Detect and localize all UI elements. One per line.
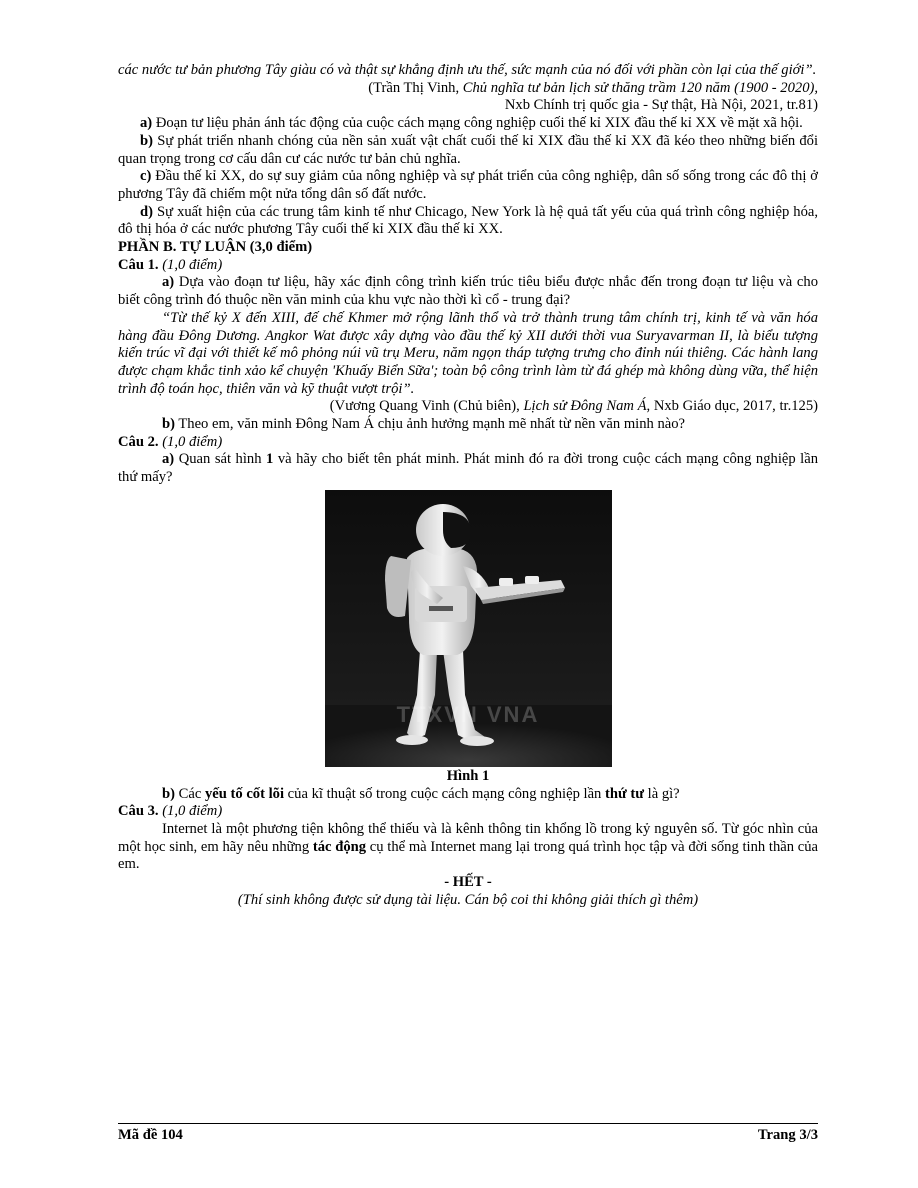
question-1a: a) Dựa vào đoạn tư liệu, hãy xác định công trình kiến trúc tiêu biểu được nhắc đến trong đoạn tư liệu và cho biết công trình đó thuộc nền văn minh của khu vực nào thời kì cổ - trung đại? xyxy=(118,274,818,309)
statement-a: a) Đoạn tư liệu phản ánh tác động của cuộc cách mạng công nghiệp cuối thế kỉ XIX đầu thế kỉ XX về mặt xã hội. xyxy=(140,115,803,132)
question-1-heading: Câu 1. (1,0 điểm) xyxy=(118,256,223,273)
part-b-heading: PHẦN B. TỰ LUẬN (3,0 điểm) xyxy=(118,239,313,256)
question-2-heading: Câu 2. (1,0 điểm) xyxy=(118,433,223,450)
statement-c: c) Đầu thế kỉ XX, do sự suy giảm của nông nghiệp và sự phát triển của công nghiệp, dân số sống trong các đô thị ở phương Tây đã chiếm một nửa tổng dân số đất nước. xyxy=(118,168,818,202)
question-3-text: Internet là một phương tiện không thể thiếu và là kênh thông tin khổng lồ trong kỷ nguyên số. Từ góc nhìn của một học sinh, em hãy nêu những tác động cụ thể mà Internet mang lại trong quá trình học tập và đời sống tinh thần của em. xyxy=(118,820,818,873)
svg-text:TTXVN VNA: TTXVN VNA xyxy=(396,701,539,727)
question-2a: a) Quan sát hình 1 và hãy cho biết tên phát minh. Phát minh đó ra đời trong cuộc cách mạng công nghiệp lần thứ mấy? xyxy=(118,451,818,486)
question-2b: b) Các yếu tố cốt lõi của kĩ thuật số trong cuộc cách mạng công nghiệp lần thứ tư là gì? xyxy=(162,785,680,802)
humanoid-robot-image xyxy=(325,490,612,767)
citation-line-2: Nxb Chính trị quốc gia - Sự thật, Hà Nội, 2021, tr.81) xyxy=(504,97,818,114)
citation-line-1: (Trần Thị Vinh, Chủ nghĩa tư bản lịch sử thăng trầm 120 năm (1900 - 2020), xyxy=(368,79,818,96)
question-1-citation: (Vương Quang Vinh (Chủ biên), Lịch sử Đông Nam Á, Nxb Giáo dục, 2017, tr.125) xyxy=(329,398,818,415)
question-1-quote: “Từ thế kỷ X đến XIII, đế chế Khmer mở rộng lãnh thổ và trở thành trung tâm chính trị, kinh tế và văn hóa hàng đầu Đông Dương. Angkor Wat được xây dựng vào đầu thế kỷ XII dưới thời vua Suryavarman II, là biểu tượng kiến trúc vĩ đại với thiết kế mô phỏng núi vũ trụ Meru, năm ngọn tháp tượng trưng cho đỉnh núi thiêng. Các hành lang được chạm khắc tinh xảo kể chuyện 'Khuấy Biển Sữa'; toàn bộ công trình làm từ đá ghép mà không dùng vữa, thể hiện trình độ toán học, thiên văn và kỹ thuật vượt trội”. xyxy=(118,309,818,397)
exam-page xyxy=(118,62,818,910)
quote-ending: các nước tư bản phương Tây giàu có và thật sự khẳng định ưu thế, sức mạnh của nó đối với phần còn lại của thế giới”. xyxy=(118,62,817,78)
figure-caption: Hình 1 xyxy=(446,767,490,784)
page-number: Trang 3/3 xyxy=(757,1127,818,1143)
exam-code: Mã đề 104 xyxy=(118,1127,183,1143)
page-footer xyxy=(118,1123,818,1144)
question-1b: b) Theo em, văn minh Đông Nam Á chịu ảnh hưởng mạnh mẽ nhất từ nền văn minh nào? xyxy=(162,416,686,433)
end-marker: - HẾT - xyxy=(444,874,492,891)
statement-b: b) Sự phát triển nhanh chóng của nền sản xuất vật chất cuối thế kỉ XIX đầu thế kỉ XX đã kéo theo những biến đổi quan trọng trong cơ cấu dân cư các nước tư bản chủ nghĩa. xyxy=(118,132,818,167)
exam-note: (Thí sinh không được sử dụng tài liệu. Cán bộ coi thi không giải thích gì thêm) xyxy=(237,891,699,908)
question-3-heading: Câu 3. (1,0 điểm) xyxy=(118,803,223,820)
statement-d: d) Sự xuất hiện của các trung tâm kinh tế như Chicago, New York là hệ quả tất yếu của quá trình công nghiệp hóa, đô thị hóa ở các nước phương Tây cuối thế kỉ XIX đầu thế kỉ XX. xyxy=(118,203,818,238)
robot-photo xyxy=(325,490,612,767)
